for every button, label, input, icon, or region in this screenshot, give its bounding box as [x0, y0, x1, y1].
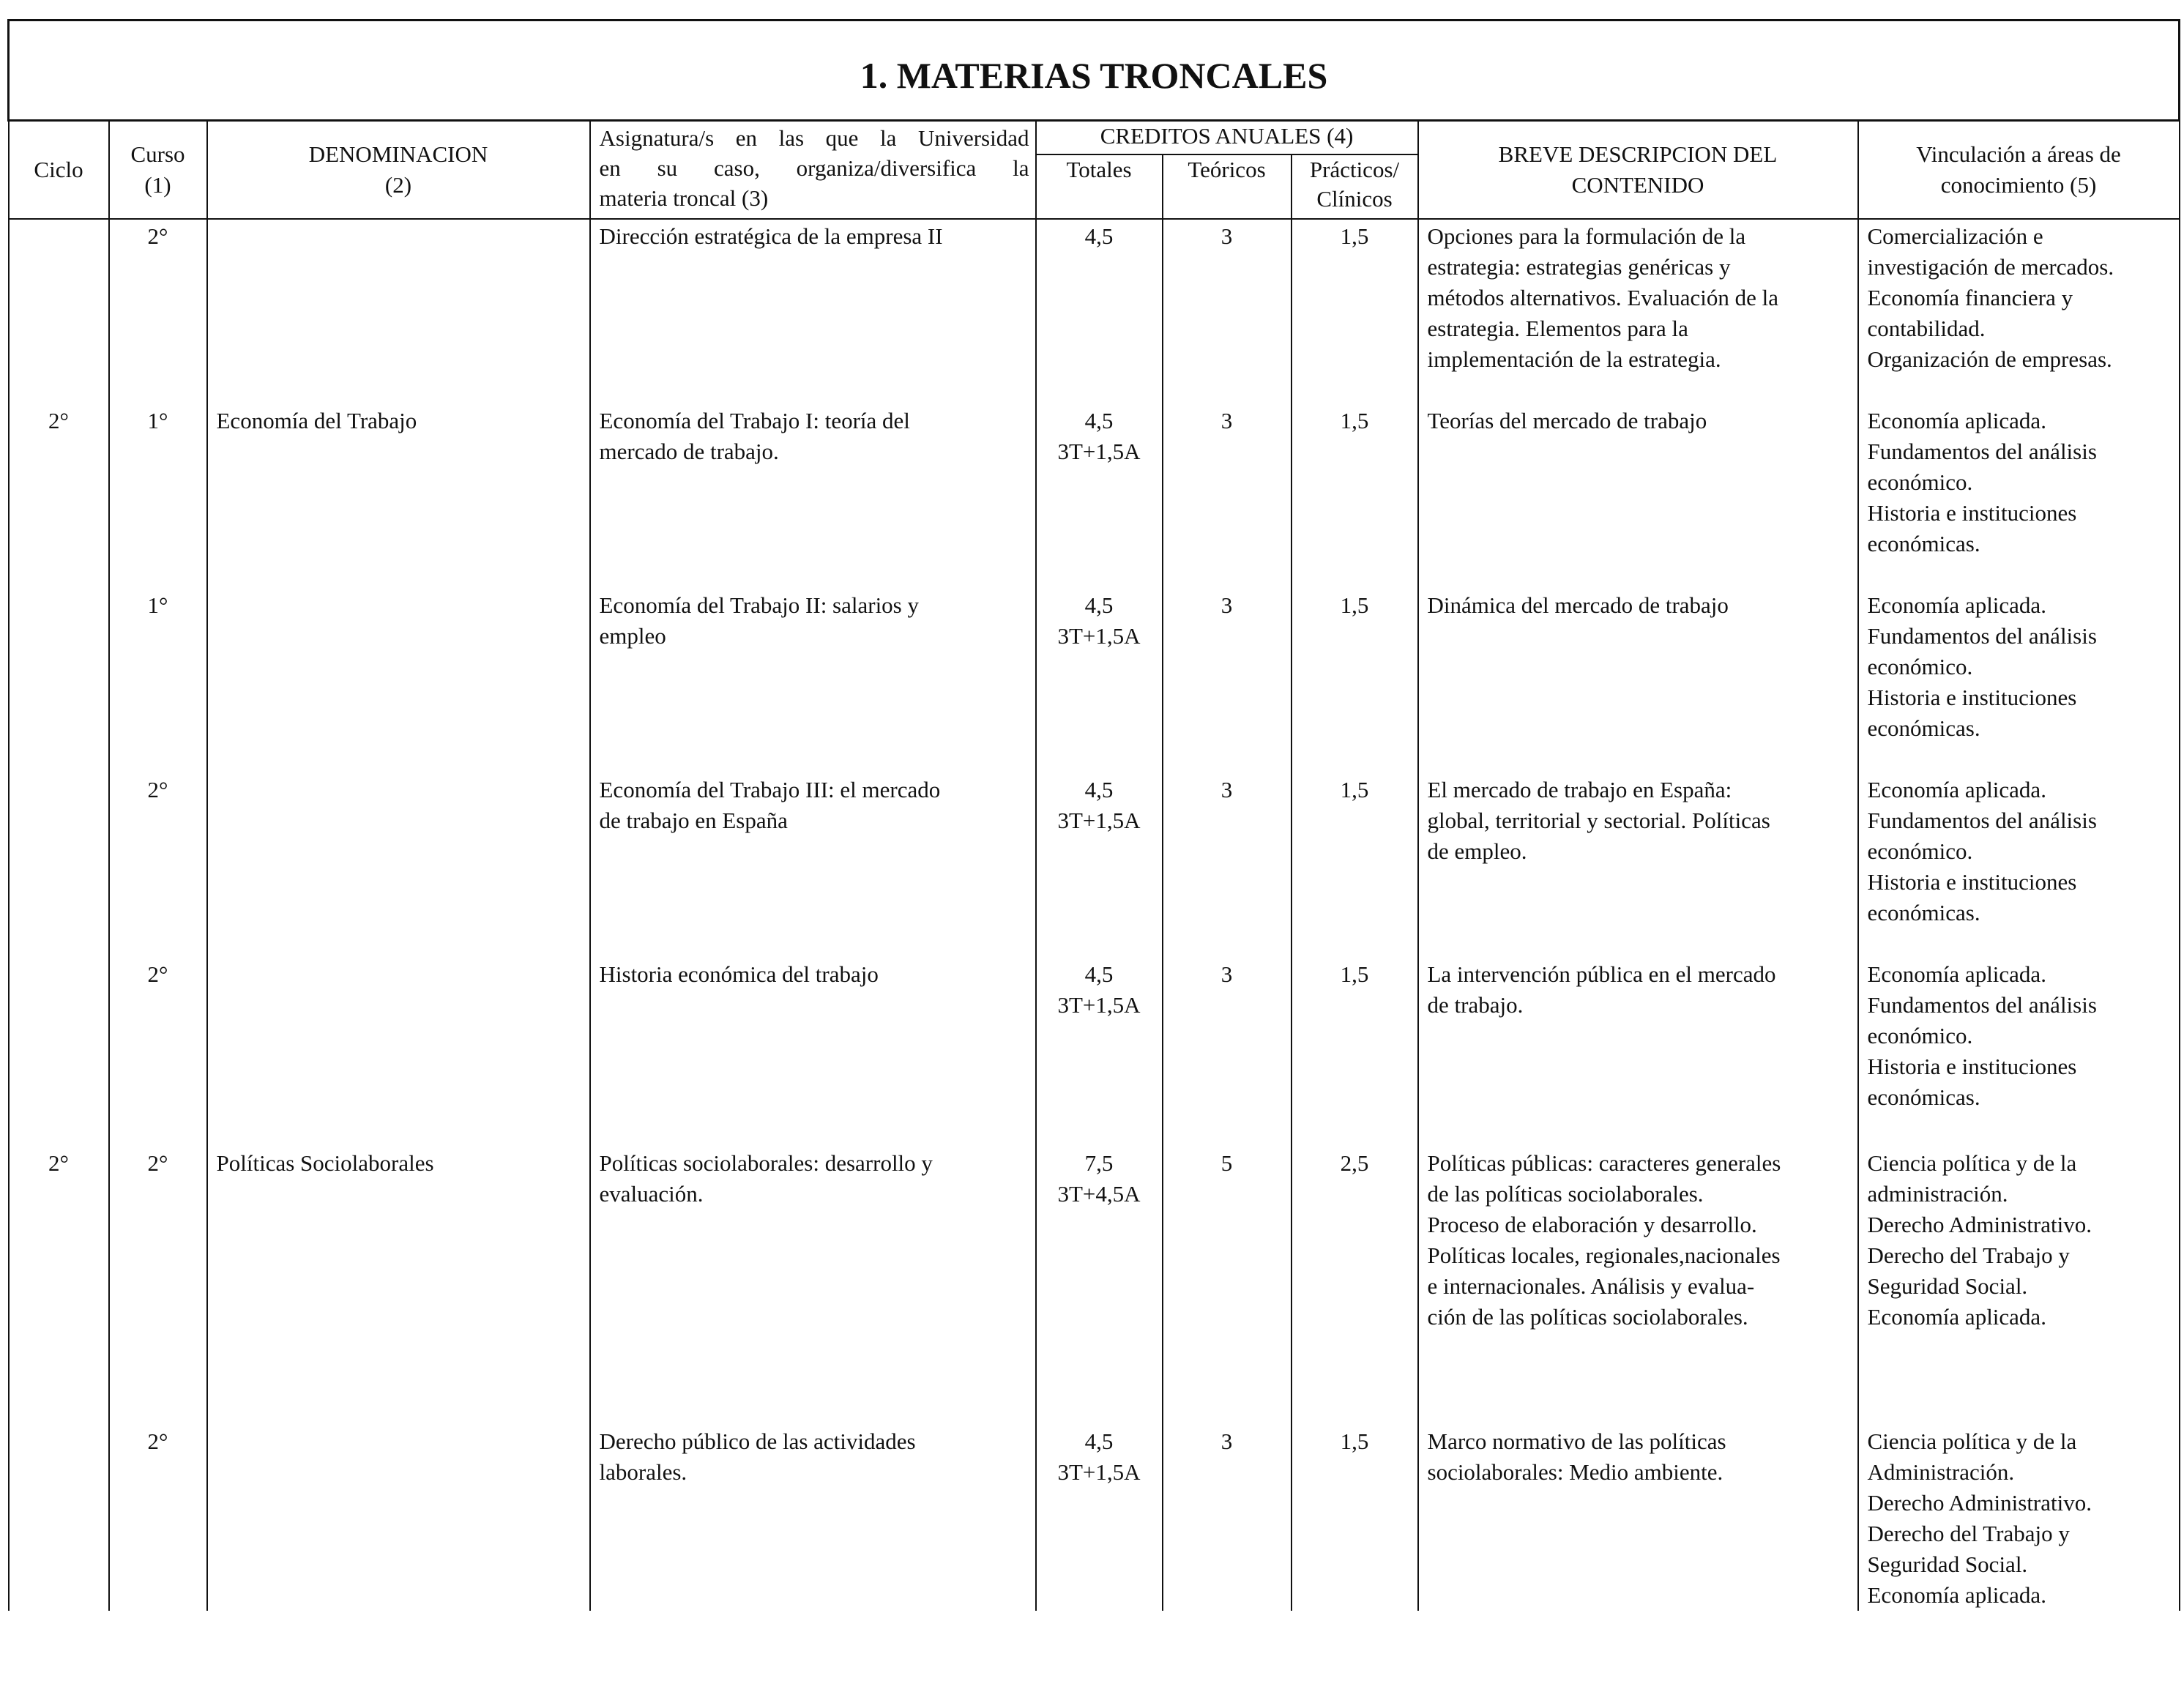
cell-practicos: 1,5 [1292, 589, 1418, 773]
descripcion-line: de empleo. [1427, 838, 1527, 864]
vinculacion-line: Economía aplicada. [1867, 961, 2046, 987]
cell-vinculacion [1858, 1147, 2180, 1425]
vinculacion-line: Economía aplicada. [1867, 408, 2046, 433]
cell-descripcion [1418, 958, 1858, 1147]
cell-denominacion [207, 219, 590, 404]
cell-asignatura [590, 958, 1036, 1147]
cell-vinculacion [1858, 589, 2180, 773]
cell-descripcion [1418, 589, 1858, 773]
vinculacion-line: Administración. [1867, 1459, 2015, 1485]
cell-totales [1036, 958, 1163, 1147]
cell-denominacion: Políticas Sociolaborales [207, 1147, 590, 1425]
vinculacion-line: Derecho Administrativo. [1867, 1490, 2092, 1516]
cell-practicos: 1,5 [1292, 1425, 1418, 1611]
document-page [7, 19, 2178, 1630]
descripcion-line: ción de las políticas sociolaborales. [1427, 1304, 1748, 1330]
vinculacion-line: Fundamentos del análisis [1867, 992, 2097, 1018]
cell-denominacion [207, 1425, 590, 1611]
cell-ciclo [9, 1425, 109, 1611]
vinculacion-line: Economía aplicada. [1867, 592, 2046, 618]
vinculacion-line: económicas. [1867, 900, 1980, 925]
header-ciclo: Ciclo [9, 121, 109, 220]
header-practicos: Prácticos/ Clínicos [1292, 154, 1418, 219]
descripcion-line: métodos alternativos. Evaluación de la [1427, 285, 1778, 310]
cell-practicos: 1,5 [1292, 219, 1418, 404]
descripcion-line: Marco normativo de las políticas [1427, 1428, 1726, 1454]
descripcion-line: Políticas locales, regionales,nacionales [1427, 1242, 1781, 1268]
descripcion-line: de las políticas sociolaborales. [1427, 1181, 1704, 1207]
vinculacion-line: Seguridad Social. [1867, 1273, 2028, 1299]
header-denominacion: DENOMINACION (2) [207, 121, 590, 220]
cell-totales [1036, 404, 1163, 589]
totales-line: 3T+1,5A [1057, 439, 1141, 464]
totales-line: 4,5 [1084, 408, 1114, 433]
cell-teoricos: 3 [1163, 589, 1292, 773]
vinculacion-line: Derecho del Trabajo y [1867, 1242, 2070, 1268]
cell-asignatura [590, 1147, 1036, 1425]
descripcion-line: estrategia: estrategias genéricas y [1427, 254, 1731, 280]
header-vinculacion: Vinculación a áreas de conocimiento (5) [1858, 121, 2180, 220]
cell-curso: 2° [109, 1147, 207, 1425]
vinculacion-line: económicas. [1867, 531, 1980, 556]
descripcion-line: Opciones para la formulación de la [1427, 223, 1746, 249]
cell-totales [1036, 1425, 1163, 1611]
vinculacion-line: económico. [1867, 838, 1973, 864]
header-teoricos: Teóricos [1163, 154, 1292, 219]
header-descripcion: BREVE DESCRIPCION DEL CONTENIDO [1418, 121, 1858, 220]
cell-teoricos: 3 [1163, 404, 1292, 589]
cell-ciclo [9, 219, 109, 404]
totales-line: 4,5 [1084, 223, 1114, 249]
cell-practicos: 2,5 [1292, 1147, 1418, 1425]
cell-ciclo [9, 589, 109, 773]
totales-line: 4,5 [1084, 777, 1114, 802]
cell-teoricos: 5 [1163, 1147, 1292, 1425]
vinculacion-line: Historia e instituciones [1867, 500, 2077, 526]
cell-teoricos: 3 [1163, 773, 1292, 958]
table-row [9, 589, 2180, 773]
descripcion-line: implementación de la estrategia. [1427, 346, 1721, 372]
descripcion-line: Dinámica del mercado de trabajo [1427, 592, 1729, 618]
cell-vinculacion [1858, 773, 2180, 958]
asignatura-line: Economía del Trabajo II: salarios y [599, 592, 919, 618]
descripcion-line: sociolaborales: Medio ambiente. [1427, 1459, 1723, 1485]
cell-denominacion [207, 958, 590, 1147]
descripcion-line: El mercado de trabajo en España: [1427, 777, 1732, 802]
cell-descripcion [1418, 1147, 1858, 1425]
cell-descripcion [1418, 404, 1858, 589]
vinculacion-line: Historia e instituciones [1867, 685, 2077, 710]
cell-practicos: 1,5 [1292, 773, 1418, 958]
cell-asignatura [590, 219, 1036, 404]
cell-descripcion [1418, 219, 1858, 404]
vinculacion-line: Fundamentos del análisis [1867, 808, 2097, 833]
asignatura-line: Economía del Trabajo I: teoría del [599, 408, 910, 433]
cell-teoricos: 3 [1163, 958, 1292, 1147]
vinculacion-line: Economía financiera y [1867, 285, 2073, 310]
cell-totales [1036, 1147, 1163, 1425]
materias-troncales-table [7, 19, 2180, 1611]
cell-totales [1036, 589, 1163, 773]
vinculacion-line: Fundamentos del análisis [1867, 439, 2097, 464]
totales-line: 4,5 [1084, 961, 1114, 987]
vinculacion-line: Historia e instituciones [1867, 1054, 2077, 1079]
vinculacion-line: Historia e instituciones [1867, 869, 2077, 895]
cell-vinculacion [1858, 1425, 2180, 1611]
cell-curso: 2° [109, 219, 207, 404]
cell-descripcion [1418, 1425, 1858, 1611]
page-title: 1. MATERIAS TRONCALES [9, 21, 2180, 121]
asignatura-line: empleo [599, 623, 666, 649]
vinculacion-line: Economía aplicada. [1867, 777, 2046, 802]
cell-curso: 2° [109, 1425, 207, 1611]
asignatura-line: Políticas sociolaborales: desarrollo y [599, 1150, 933, 1176]
cell-teoricos: 3 [1163, 219, 1292, 404]
vinculacion-line: Economía aplicada. [1867, 1304, 2046, 1330]
descripcion-line: global, territorial y sectorial. Políticas [1427, 808, 1770, 833]
cell-totales [1036, 219, 1163, 404]
vinculacion-line: económico. [1867, 654, 1973, 679]
descripcion-line: de trabajo. [1427, 992, 1524, 1018]
cell-denominacion [207, 589, 590, 773]
table-row [9, 958, 2180, 1147]
asignatura-line: Historia económica del trabajo [599, 961, 879, 987]
vinculacion-line: económico. [1867, 1023, 1973, 1048]
vinculacion-line: Organización de empresas. [1867, 346, 2112, 372]
header-curso: Curso (1) [109, 121, 207, 220]
totales-line: 3T+4,5A [1057, 1181, 1141, 1207]
vinculacion-line: económicas. [1867, 1084, 1980, 1110]
header-creditos-anuales: CREDITOS ANUALES (4) [1036, 121, 1418, 155]
totales-line: 3T+1,5A [1057, 1459, 1141, 1485]
table-row [9, 773, 2180, 958]
vinculacion-line: Comercialización e [1867, 223, 2043, 249]
cell-ciclo [9, 773, 109, 958]
cell-asignatura [590, 1425, 1036, 1611]
table-row [9, 219, 2180, 404]
cell-asignatura [590, 589, 1036, 773]
totales-line: 4,5 [1084, 1428, 1114, 1454]
cell-vinculacion [1858, 219, 2180, 404]
vinculacion-line: Ciencia política y de la [1867, 1428, 2077, 1454]
cell-practicos: 1,5 [1292, 958, 1418, 1147]
descripcion-line: e internacionales. Análisis y evalua- [1427, 1273, 1755, 1299]
vinculacion-line: investigación de mercados. [1867, 254, 2114, 280]
cell-curso: 1° [109, 404, 207, 589]
table-body [9, 219, 2180, 1611]
cell-totales [1036, 773, 1163, 958]
totales-line: 7,5 [1084, 1150, 1114, 1176]
table-row [9, 1147, 2180, 1425]
asignatura-line: laborales. [599, 1459, 687, 1485]
vinculacion-line: Economía aplicada. [1867, 1582, 2046, 1608]
vinculacion-line: económicas. [1867, 715, 1980, 741]
totales-line: 4,5 [1084, 592, 1114, 618]
descripcion-line: Políticas públicas: caracteres generales [1427, 1150, 1781, 1176]
cell-practicos: 1,5 [1292, 404, 1418, 589]
asignatura-line: Dirección estratégica de la empresa II [599, 223, 943, 249]
descripcion-line: estrategia. Elementos para la [1427, 316, 1688, 341]
asignatura-line: Derecho público de las actividades [599, 1428, 916, 1454]
cell-curso: 2° [109, 773, 207, 958]
cell-vinculacion [1858, 958, 2180, 1147]
table-row [9, 404, 2180, 589]
cell-denominacion [207, 773, 590, 958]
cell-ciclo [9, 958, 109, 1147]
vinculacion-line: Seguridad Social. [1867, 1551, 2028, 1577]
cell-ciclo: 2° [9, 404, 109, 589]
asignatura-line: mercado de trabajo. [599, 439, 779, 464]
cell-ciclo: 2° [9, 1147, 109, 1425]
vinculacion-line: contabilidad. [1867, 316, 1986, 341]
header-asignatura: Asignatura/s en las que la Universidad en su caso, organiza/diversifica la materia troncal (3) [590, 121, 1036, 220]
cell-vinculacion [1858, 404, 2180, 589]
cell-curso: 2° [109, 958, 207, 1147]
vinculacion-line: administración. [1867, 1181, 2008, 1207]
vinculacion-line: económico. [1867, 469, 1973, 495]
asignatura-line: Economía del Trabajo III: el mercado [599, 777, 941, 802]
cell-curso: 1° [109, 589, 207, 773]
header-totales: Totales [1036, 154, 1163, 219]
vinculacion-line: Ciencia política y de la [1867, 1150, 2077, 1176]
totales-line: 3T+1,5A [1057, 808, 1141, 833]
descripcion-line: Teorías del mercado de trabajo [1427, 408, 1707, 433]
totales-line: 3T+1,5A [1057, 992, 1141, 1018]
vinculacion-line: Derecho Administrativo. [1867, 1212, 2092, 1237]
cell-descripcion [1418, 773, 1858, 958]
cell-asignatura [590, 404, 1036, 589]
cell-teoricos: 3 [1163, 1425, 1292, 1611]
cell-asignatura [590, 773, 1036, 958]
descripcion-line: Proceso de elaboración y desarrollo. [1427, 1212, 1757, 1237]
descripcion-line: La intervención pública en el mercado [1427, 961, 1776, 987]
cell-denominacion: Economía del Trabajo [207, 404, 590, 589]
asignatura-line: evaluación. [599, 1181, 704, 1207]
vinculacion-line: Fundamentos del análisis [1867, 623, 2097, 649]
totales-line: 3T+1,5A [1057, 623, 1141, 649]
asignatura-line: de trabajo en España [599, 808, 788, 833]
vinculacion-line: Derecho del Trabajo y [1867, 1521, 2070, 1546]
table-row [9, 1425, 2180, 1611]
